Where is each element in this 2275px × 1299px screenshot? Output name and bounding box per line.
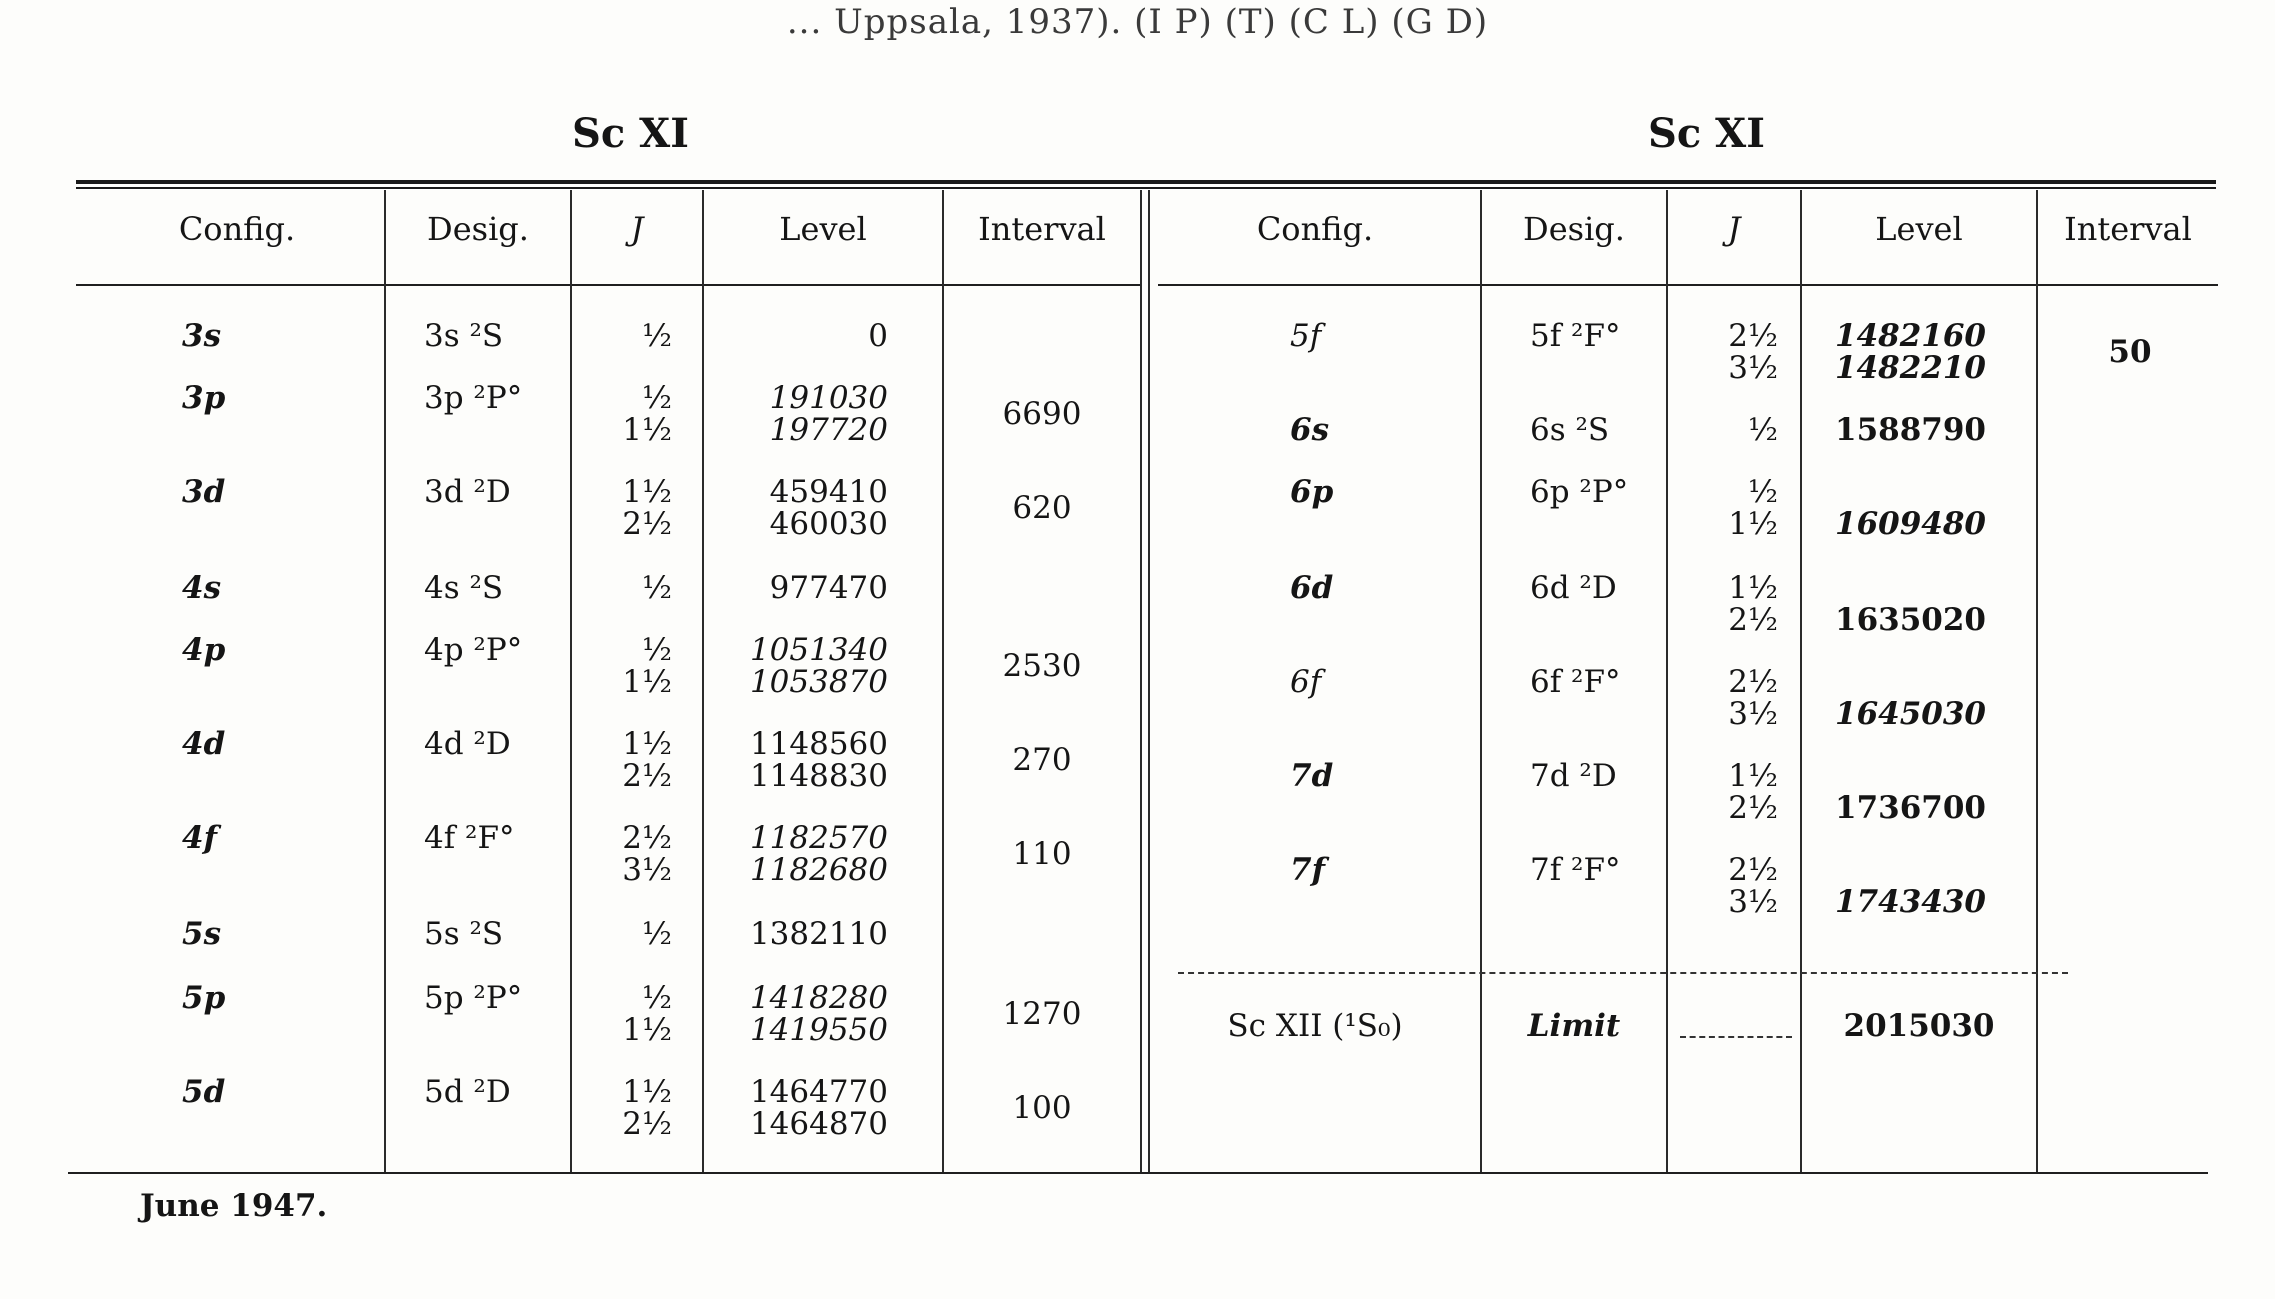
table-cell-j: 3½ — [1728, 696, 1778, 732]
table-cell-level: 1645030 — [1835, 696, 1986, 732]
table-cell-j: ½ — [641, 570, 672, 606]
table-cell-level: 1635020 — [1835, 602, 1986, 638]
table-cell-level: 459410 — [769, 474, 888, 510]
table-cell-level: 1053870 — [749, 664, 888, 700]
table-cell-config: 6p — [1290, 474, 1334, 510]
header-config: Config. — [178, 210, 296, 248]
table-cell-desig: 5p ²P° — [424, 980, 523, 1016]
table-cell-desig: 6f ²F° — [1530, 664, 1621, 700]
table-cell-interval: 1270 — [1002, 996, 1082, 1032]
table-cell-desig: 3p ²P° — [424, 380, 523, 416]
table-top-rule-inner — [76, 187, 2216, 189]
header-interval: Interval — [978, 210, 1106, 248]
table-cell-j: 2½ — [1728, 852, 1778, 888]
table-cell-interval: 50 — [2108, 334, 2152, 370]
header-interval: Interval — [2064, 210, 2192, 248]
table-cell-desig: 5s ²S — [424, 916, 504, 952]
table-cell-level: 1182680 — [749, 852, 888, 888]
table-cell-j: 3½ — [622, 852, 672, 888]
table-cell-j: ½ — [1747, 412, 1778, 448]
table-cell-j: 1½ — [1728, 570, 1778, 606]
limit-label: Limit — [1527, 1008, 1621, 1044]
table-cell-j: 2½ — [622, 506, 672, 542]
table-cell-config: 4f — [182, 820, 217, 856]
table-cell-j: 3½ — [1728, 350, 1778, 386]
header-level: Level — [779, 210, 867, 248]
table-cell-level: 1736700 — [1835, 790, 1986, 826]
table-cell-config: 7d — [1290, 758, 1334, 794]
table-cell-desig: 6d ²D — [1530, 570, 1617, 606]
header-j: J — [630, 210, 644, 248]
table-cell-j: 2½ — [1728, 318, 1778, 354]
table-cell-desig: 4d ²D — [424, 726, 511, 762]
header-config: Config. — [1256, 210, 1374, 248]
page-header-fragment: ... Uppsala, 1937). (I P) (T) (C L) (G D) — [786, 2, 1489, 42]
right-header-rule — [1158, 284, 2218, 286]
table-cell-j: ½ — [641, 380, 672, 416]
table-cell-config: 3s — [182, 318, 222, 354]
table-cell-desig: 3s ²S — [424, 318, 504, 354]
table-cell-j: 1½ — [622, 1012, 672, 1048]
table-cell-level: 197720 — [769, 412, 888, 448]
table-cell-interval: 2530 — [1002, 648, 1082, 684]
header-desig: Desig. — [1523, 210, 1625, 248]
limit-level: 2015030 — [1843, 1008, 1995, 1044]
table-cell-config: 5d — [182, 1074, 226, 1110]
table-cell-config: 3d — [182, 474, 226, 510]
table-cell-desig: 6s ²S — [1530, 412, 1610, 448]
table-cell-config: 7f — [1290, 852, 1325, 888]
table-cell-interval: 270 — [1012, 742, 1072, 778]
table-cell-desig: 6p ²P° — [1530, 474, 1629, 510]
table-cell-level: 1743430 — [1835, 884, 1986, 920]
table-cell-j: 2½ — [622, 758, 672, 794]
table-cell-j: 1½ — [622, 1074, 672, 1110]
table-cell-j: ½ — [1747, 474, 1778, 510]
header-j: J — [1727, 210, 1741, 248]
table-cell-level: 460030 — [769, 506, 888, 542]
table-cell-j: 1½ — [1728, 758, 1778, 794]
table-cell-j: 1½ — [622, 726, 672, 762]
table-cell-interval: 110 — [1012, 836, 1072, 872]
table-cell-desig: 4s ²S — [424, 570, 504, 606]
table-cell-j: ½ — [641, 916, 672, 952]
table-split-divider — [1140, 190, 1142, 1172]
table-cell-level: 1482210 — [1835, 350, 1986, 386]
table-cell-j: 1½ — [622, 664, 672, 700]
table-cell-config: 4s — [182, 570, 222, 606]
table-cell-level: 1382110 — [749, 916, 888, 952]
table-cell-interval: 100 — [1012, 1090, 1072, 1126]
table-cell-config: 5f — [1290, 318, 1322, 354]
table-bottom-rule — [68, 1172, 2208, 1174]
header-desig: Desig. — [427, 210, 529, 248]
table-cell-j: 2½ — [1728, 602, 1778, 638]
limit-separator — [1178, 972, 2068, 974]
table-cell-j: ½ — [641, 980, 672, 1016]
table-cell-desig: 5f ²F° — [1530, 318, 1621, 354]
table-cell-config: 5s — [182, 916, 222, 952]
table-cell-config: 5p — [182, 980, 226, 1016]
footer-date: June 1947. — [140, 1188, 328, 1224]
left-table-title: Sc XI — [572, 110, 689, 157]
table-cell-config: 4d — [182, 726, 226, 762]
table-cell-level: 1609480 — [1835, 506, 1986, 542]
table-cell-interval: 620 — [1012, 490, 1072, 526]
column-divider — [2036, 190, 2038, 1172]
table-top-rule — [76, 180, 2216, 184]
table-cell-j: 1½ — [622, 412, 672, 448]
table-cell-j: 2½ — [1728, 664, 1778, 700]
table-cell-j: ½ — [641, 318, 672, 354]
table-cell-level: 1051340 — [749, 632, 888, 668]
table-cell-j: 2½ — [622, 1106, 672, 1142]
table-cell-desig: 7f ²F° — [1530, 852, 1621, 888]
limit-j-dash — [1680, 1036, 1792, 1038]
table-cell-level: 191030 — [769, 380, 888, 416]
table-cell-j: 1½ — [1728, 506, 1778, 542]
table-cell-j: 2½ — [622, 820, 672, 856]
limit-config: Sc XII (¹S₀) — [1227, 1008, 1403, 1044]
table-cell-level: 1419550 — [749, 1012, 888, 1048]
table-cell-level: 977470 — [769, 570, 888, 606]
table-cell-level: 1418280 — [749, 980, 888, 1016]
left-header-rule — [76, 284, 1140, 286]
column-divider — [384, 190, 386, 1172]
table-cell-desig: 5d ²D — [424, 1074, 511, 1110]
table-cell-level: 1148830 — [749, 758, 888, 794]
table-cell-level: 1148560 — [749, 726, 888, 762]
table-cell-desig: 7d ²D — [1530, 758, 1617, 794]
table-cell-config: 4p — [182, 632, 226, 668]
table-cell-desig: 3d ²D — [424, 474, 511, 510]
table-cell-level: 0 — [868, 318, 888, 354]
table-cell-level: 1182570 — [749, 820, 888, 856]
header-level: Level — [1875, 210, 1963, 248]
table-cell-j: ½ — [641, 632, 672, 668]
table-cell-level: 1482160 — [1835, 318, 1986, 354]
table-cell-config: 6d — [1290, 570, 1334, 606]
table-cell-j: 1½ — [622, 474, 672, 510]
table-cell-config: 6s — [1290, 412, 1330, 448]
table-cell-j: 2½ — [1728, 790, 1778, 826]
table-cell-level: 1588790 — [1835, 412, 1986, 448]
right-table-title: Sc XI — [1648, 110, 1765, 157]
table-cell-level: 1464770 — [749, 1074, 888, 1110]
table-cell-desig: 4f ²F° — [424, 820, 515, 856]
table-cell-desig: 4p ²P° — [424, 632, 523, 668]
table-cell-interval: 6690 — [1002, 396, 1082, 432]
table-cell-config: 6f — [1290, 664, 1322, 700]
table-cell-config: 3p — [182, 380, 226, 416]
table-cell-level: 1464870 — [749, 1106, 888, 1142]
table-cell-j: 3½ — [1728, 884, 1778, 920]
